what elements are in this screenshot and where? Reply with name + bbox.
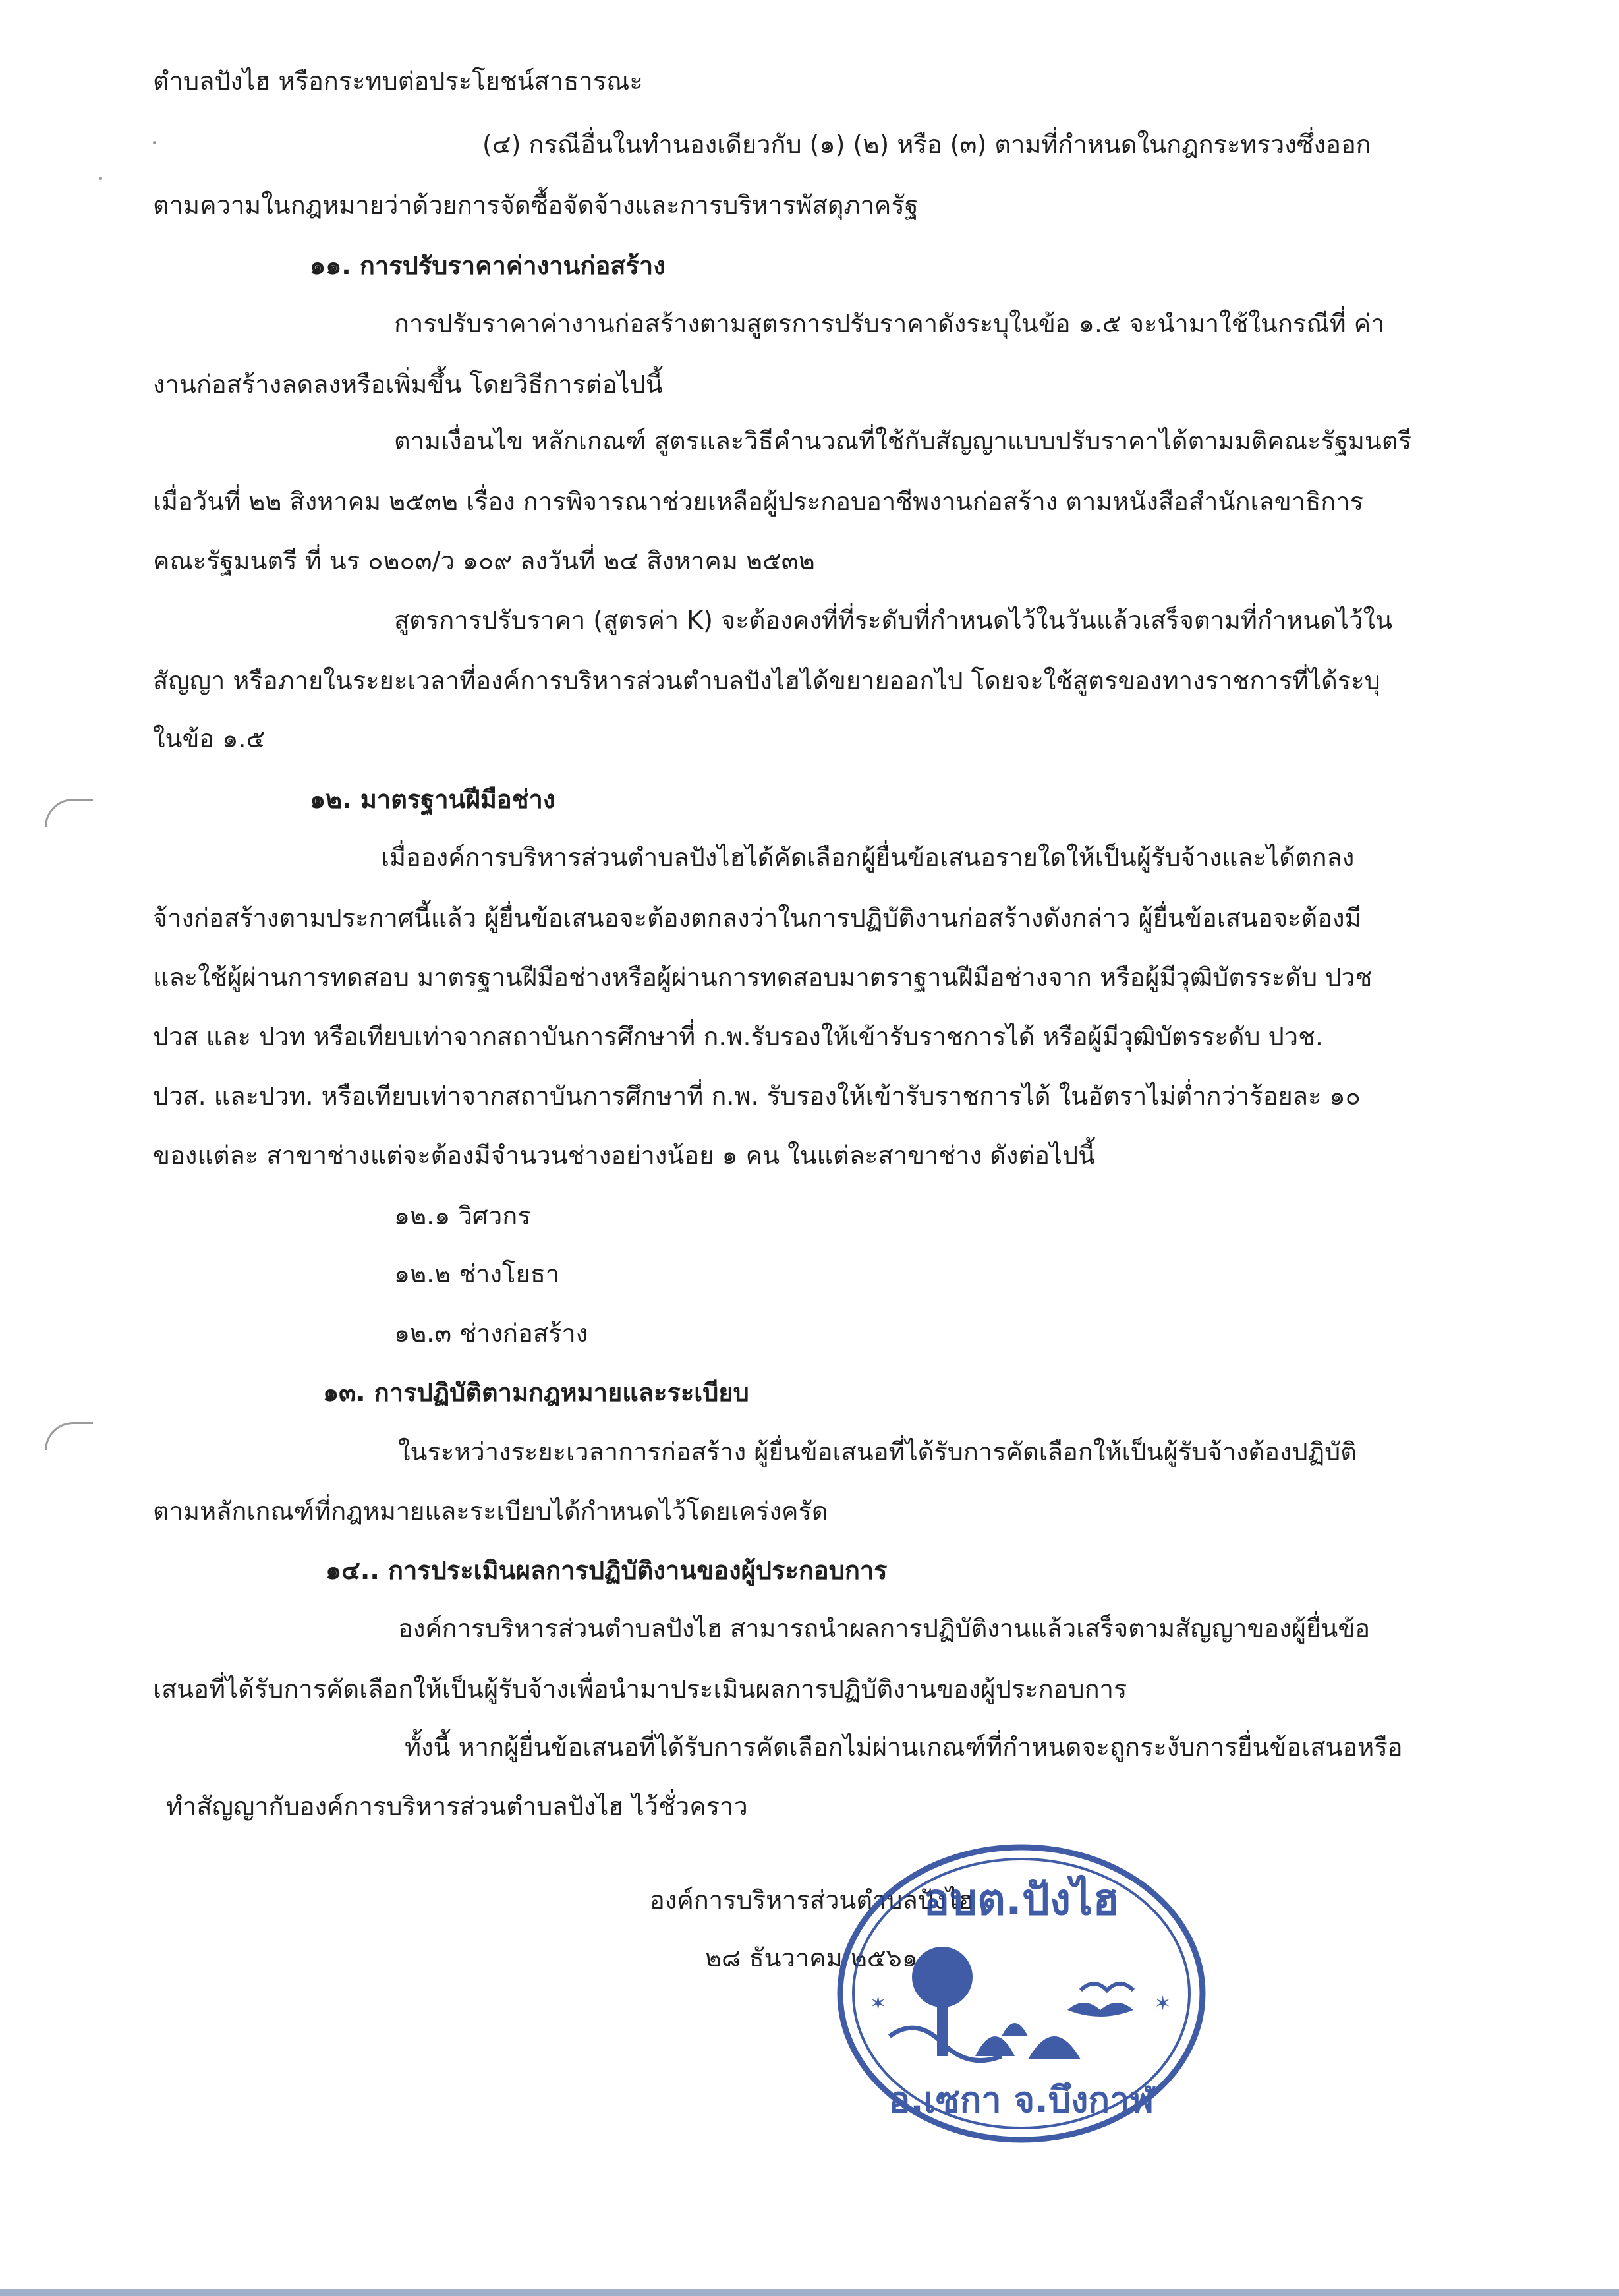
- margin-mark: [45, 1422, 93, 1450]
- body-line: ปวส และ ปวท หรือเทียบเท่าจากสถาบันการศึกษาที่ ก.พ.รับรองให้เข้ารับราชการได้ หรือผู้มีวุฒิบัตรระดับ ปวช.: [153, 1022, 1323, 1051]
- body-line: คณะรัฐมนตรี ที่ นร ๐๒๐๓/ว ๑๐๙ ลงวันที่ ๒๔ สิงหาคม ๒๕๓๒: [153, 546, 815, 575]
- official-seal-stamp: [830, 1839, 1212, 2148]
- body-line: และใช้ผู้ผ่านการทดสอบ มาตรฐานฝีมือช่างหรือผู้ผ่านการทดสอบมาตราฐานฝีมือช่างจาก หรือผู้มีวุฒิบัตรระดับ ปวช: [153, 963, 1373, 992]
- scan-edge-strip: [0, 2289, 1619, 2296]
- signatory-org: องค์การบริหารส่วนตำบลปังไฮ: [650, 1885, 974, 1914]
- tree-emblem-icon: [890, 1947, 1133, 2061]
- seal-bottom-text: อ.เซกา จ.บึงกาฬ: [888, 2079, 1154, 2121]
- seal-top-text: อบต.ปังไฮ: [923, 1874, 1120, 1925]
- scan-speck: [153, 141, 156, 144]
- body-line: ในระหว่างระยะเวลาการก่อสร้าง ผู้ยื่นข้อเสนอที่ได้รับการคัดเลือกให้เป็นผู้รับจ้างต้องปฏิบัติ: [398, 1437, 1357, 1466]
- body-line: ตำบลปังไฮ หรือกระทบต่อประโยชน์สาธารณะ: [153, 67, 643, 96]
- body-line: ตามเงื่อนไข หลักเกณฑ์ สูตรและวิธีคำนวณที่ใช้กับสัญญาแบบปรับราคาได้ตามมติคณะรัฐมนตรี: [394, 426, 1411, 455]
- body-line: ตามหลักเกณฑ์ที่กฎหมายและระเบียบได้กำหนดไว้โดยเคร่งครัด: [153, 1497, 828, 1526]
- scan-speck: [99, 177, 102, 180]
- body-line: จ้างก่อสร้างตามประกาศนี้แล้ว ผู้ยื่นข้อเสนอจะต้องตกลงว่าในการปฏิบัติงานก่อสร้างดังกล่าว ผู้ยื่นข้อเสนอจะต้องมี: [153, 904, 1361, 933]
- body-line: ของแต่ละ สาขาช่างแต่จะต้องมีจำนวนช่างอย่างน้อย ๑ คน ในแต่ละสาขาช่าง ดังต่อไปนี้: [153, 1141, 1096, 1170]
- margin-mark: [45, 799, 93, 827]
- sub-item-12-1: ๑๒.๑ วิศวกร: [394, 1201, 531, 1230]
- section-heading-11: ๑๑. การปรับราคาค่างานก่อสร้าง: [310, 251, 666, 280]
- svg-text:✶: ✶: [870, 1992, 887, 2015]
- section-heading-13: ๑๓. การปฏิบัติตามกฎหมายและระเบียบ: [323, 1378, 749, 1407]
- body-line: องค์การบริหารส่วนตำบลปังไฮ สามารถนำผลการปฏิบัติงานแล้วเสร็จตามสัญญาของผู้ยื่นข้อ: [398, 1614, 1371, 1643]
- body-line: เมื่อองค์การบริหารส่วนตำบลปังไฮได้คัดเลือกผู้ยื่นข้อเสนอรายใดให้เป็นผู้รับจ้างและได้ตกลง: [381, 843, 1355, 872]
- body-line: สัญญา หรือภายในระยะเวลาที่องค์การบริหารส่วนตำบลปังไฮได้ขยายออกไป โดยจะใช้สูตรของทางราชการที่ได้ระบุ: [153, 666, 1380, 695]
- body-line: ตามความในกฎหมายว่าด้วยการจัดซื้อจัดจ้างและการบริหารพัสดุภาครัฐ: [153, 190, 919, 219]
- section-heading-12: ๑๒. มาตรฐานฝีมือช่าง: [310, 785, 555, 814]
- sub-item-12-2: ๑๒.๒ ช่างโยธา: [394, 1259, 560, 1288]
- body-line: งานก่อสร้างลดลงหรือเพิ่มขึ้น โดยวิธีการต่อไปนี้: [153, 370, 663, 399]
- body-line: ทั้งนี้ หากผู้ยื่นข้อเสนอที่ได้รับการคัดเลือกไม่ผ่านเกณฑ์ที่กำหนดจะถูกระงับการยื่นข้อเสนอหรือ: [405, 1733, 1403, 1762]
- body-line: ปวส. และปวท. หรือเทียบเท่าจากสถาบันการศึกษาที่ ก.พ. รับรองให้เข้ารับราชการได้ ในอัตราไม่ต่ำกว่าร้อยละ ๑๐: [153, 1081, 1361, 1110]
- body-line: เสนอที่ได้รับการคัดเลือกให้เป็นผู้รับจ้างเพื่อนำมาประเมินผลการปฏิบัติงานของผู้ประกอบการ: [153, 1675, 1127, 1704]
- body-line: สูตรการปรับราคา (สูตรค่า K) จะต้องคงที่ที่ระดับที่กำหนดไว้ในวันแล้วเสร็จตามที่กำหนดไว้ใน: [394, 606, 1392, 635]
- svg-text:✶: ✶: [1154, 1992, 1172, 2015]
- list-item-4: (๔) กรณีอื่นในทำนองเดียวกับ (๑) (๒) หรือ (๓) ตามที่กำหนดในกฎกระทรวงซึ่งออก: [482, 130, 1371, 159]
- signature-date: ๒๘ ธันวาคม ๒๕๖๑: [705, 1943, 918, 1972]
- sub-item-12-3: ๑๒.๓ ช่างก่อสร้าง: [394, 1319, 588, 1348]
- body-line: ในข้อ ๑.๕: [153, 724, 266, 753]
- body-line: ทำสัญญากับองค์การบริหารส่วนตำบลปังไฮ ไว้ชั่วคราว: [166, 1792, 748, 1821]
- body-line: เมื่อวันที่ ๒๒ สิงหาคม ๒๕๓๒ เรื่อง การพิจารณาช่วยเหลือผู้ประกอบอาชีพงานก่อสร้าง ตามหนังสือสำนักเลขาธิการ: [153, 487, 1364, 516]
- section-heading-14: ๑๔.. การประเมินผลการปฏิบัติงานของผู้ประกอบการ: [326, 1556, 888, 1585]
- body-line: การปรับราคาค่างานก่อสร้างตามสูตรการปรับราคาดังระบุในข้อ ๑.๕ จะนำมาใช้ในกรณีที่ ค่า: [394, 309, 1385, 338]
